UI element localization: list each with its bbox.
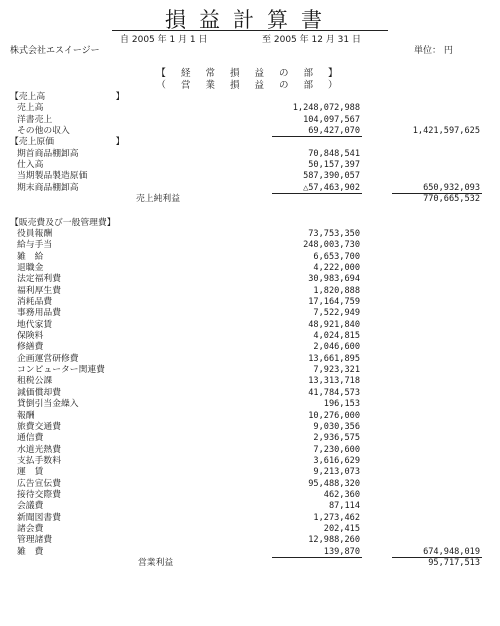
line-item-label: 新聞図書費 — [17, 512, 61, 523]
line-item-label: 接待交際費 — [17, 489, 61, 500]
line-item-amount: 17,164,759 — [308, 296, 360, 307]
line-item-amount: 104,097,567 — [303, 114, 360, 125]
line-item-row — [0, 149, 500, 160]
line-item-amount: 7,230,600 — [313, 444, 360, 455]
line-item-row — [0, 171, 500, 182]
line-item-label: 期末商品棚卸高 — [17, 182, 79, 193]
line-item-amount: 587,390,057 — [303, 171, 360, 182]
line-item-amount: 70,848,541 — [308, 148, 360, 159]
line-item-row — [0, 297, 500, 308]
section-heading-operating: （ 営 業 損 益 の 部 ） — [156, 80, 344, 91]
line-item-amount: 3,616,629 — [313, 455, 360, 466]
gross-profit-label: 売上純利益 — [136, 194, 180, 205]
title-underline — [112, 30, 388, 31]
line-item-row — [0, 229, 500, 240]
category-row — [0, 137, 500, 148]
line-item-amount: 248,003,730 — [303, 240, 360, 251]
line-item-amount: 41,784,573 — [308, 387, 360, 398]
line-item-amount: 196,153 — [323, 399, 360, 410]
line-item-amount: 10,276,000 — [308, 410, 360, 421]
line-item-row — [0, 342, 500, 353]
line-item-amount: 30,983,694 — [308, 274, 360, 285]
line-item-label: 修繕費 — [17, 342, 44, 353]
line-item-row — [0, 467, 500, 478]
line-item-row — [0, 274, 500, 285]
category-label: 【販売費及び一般管理費】 — [10, 217, 116, 228]
line-item-amount: 50,157,397 — [308, 160, 360, 171]
line-item-label: 雑 費 — [17, 546, 44, 557]
line-item-amount: 9,030,356 — [313, 421, 360, 432]
line-item-label: 消耗品費 — [17, 296, 53, 307]
line-item-label: 貸倒引当金繰入 — [17, 399, 79, 410]
line-item-amount: 13,661,895 — [308, 353, 360, 364]
line-item-row — [0, 456, 500, 467]
line-item-label: 事務用品費 — [17, 308, 61, 319]
line-item-label: その他の収入 — [17, 126, 70, 136]
category-row — [0, 218, 500, 229]
line-item-label: 会議費 — [17, 501, 44, 512]
line-item-amount: 48,921,840 — [308, 319, 360, 330]
company-name: 株式会社エスイージー — [10, 46, 100, 56]
line-item-label: 運 賃 — [17, 467, 44, 478]
line-item-row — [0, 354, 500, 365]
line-item-amount: 87,114 — [328, 501, 360, 512]
line-item-label: 支払手数料 — [17, 455, 61, 466]
line-item-row — [0, 160, 500, 171]
line-item-row — [0, 535, 500, 546]
line-item-amount: 13,313,718 — [308, 376, 360, 387]
line-item-row — [0, 501, 500, 512]
line-item-row — [0, 479, 500, 490]
line-item-amount: 4,222,000 — [313, 262, 360, 273]
line-item-amount: 9,213,073 — [313, 467, 360, 478]
period-from: 自 2005 年 1 月 1 日 — [120, 35, 208, 45]
line-item-label: 通信費 — [17, 433, 44, 444]
line-item-label: 福利厚生費 — [17, 285, 61, 296]
line-item-label: 法定福利費 — [17, 274, 61, 285]
line-item-amount: 73,753,350 — [308, 228, 360, 239]
line-item-row — [0, 445, 500, 456]
line-item-label: 租税公課 — [17, 376, 53, 387]
line-item-row — [0, 126, 500, 137]
section-total: 650,932,093 — [423, 182, 480, 193]
line-item-label: 退職金 — [17, 262, 44, 273]
line-item-row — [0, 376, 500, 387]
line-item-amount: 4,024,815 — [313, 331, 360, 341]
line-item-row — [0, 422, 500, 433]
line-item-amount: 139,870 — [323, 546, 360, 557]
section-total: 1,421,597,625 — [412, 126, 480, 136]
line-item-row — [0, 490, 500, 501]
line-item-label: コンピューター関連費 — [17, 365, 105, 376]
line-item-label: 仕入高 — [17, 160, 44, 171]
line-item-row — [0, 411, 500, 422]
line-item-row — [0, 388, 500, 399]
line-item-amount: △57,463,902 — [303, 182, 360, 193]
line-item-label: 雑 給 — [17, 251, 44, 262]
section-total: 674,948,019 — [423, 546, 480, 557]
line-item-row — [0, 240, 500, 251]
line-item-row — [0, 365, 500, 376]
line-item-amount: 1,273,462 — [313, 512, 360, 523]
line-item-row — [0, 308, 500, 319]
line-item-amount: 7,923,321 — [313, 365, 360, 376]
total-rule — [392, 193, 482, 194]
line-item-amount: 202,415 — [323, 524, 360, 534]
category-label: 【売上高 】 — [10, 92, 125, 102]
operating-profit-amount: 95,717,513 — [428, 558, 480, 568]
period-to: 至 2005 年 12 月 31 日 — [262, 35, 361, 45]
gross-profit-amount: 770,665,532 — [423, 194, 480, 205]
currency-unit: 単位： 円 — [414, 46, 453, 56]
line-item-label: 諸会費 — [17, 524, 44, 534]
line-item-label: 減価償却費 — [17, 387, 61, 398]
line-item-amount: 462,360 — [323, 489, 360, 500]
line-item-amount: 2,046,600 — [313, 342, 360, 353]
line-item-label: 役員報酬 — [17, 228, 53, 239]
gross-profit-row — [0, 194, 500, 205]
operating-profit-label: 営業利益 — [138, 558, 174, 568]
line-item-label: 旅費交通費 — [17, 421, 61, 432]
line-item-row — [0, 331, 500, 342]
section-heading-ordinary: 【 経 常 損 益 の 部 】 — [156, 68, 344, 79]
line-item-amount: 6,653,700 — [313, 251, 360, 262]
line-item-label: 地代家賃 — [17, 319, 53, 330]
line-item-label: 企画運営研修費 — [17, 353, 79, 364]
line-item-amount: 12,988,260 — [308, 535, 360, 546]
line-item-row — [0, 103, 500, 114]
line-item-label: 管理諸費 — [17, 535, 53, 546]
line-item-amount: 1,820,888 — [313, 285, 360, 296]
line-item-row — [0, 115, 500, 126]
line-item-amount: 95,488,320 — [308, 478, 360, 489]
line-item-label: 期首商品棚卸高 — [17, 148, 79, 159]
line-item-label: 広告宣伝費 — [17, 478, 61, 489]
line-item-amount: 1,248,072,988 — [292, 103, 360, 114]
line-item-row — [0, 252, 500, 263]
line-item-label: 水道光熱費 — [17, 444, 61, 455]
line-item-label: 売上高 — [17, 103, 44, 114]
line-item-amount: 2,936,575 — [313, 433, 360, 444]
document-title: 損益計算書 — [165, 8, 335, 32]
line-item-row — [0, 524, 500, 535]
line-item-label: 洋書売上 — [17, 114, 53, 125]
category-row — [0, 92, 500, 103]
line-item-row — [0, 433, 500, 444]
line-item-amount: 7,522,949 — [313, 308, 360, 319]
line-item-label: 保険料 — [17, 331, 44, 341]
total-rule — [392, 557, 482, 558]
line-item-amount: 69,427,070 — [308, 126, 360, 136]
line-item-label: 当期製品製造原価 — [17, 171, 88, 182]
operating-profit-row — [0, 558, 500, 569]
line-item-row — [0, 263, 500, 274]
line-item-row — [0, 513, 500, 524]
line-item-row — [0, 286, 500, 297]
line-item-row — [0, 320, 500, 331]
line-item-label: 給与手当 — [17, 240, 53, 251]
category-label: 【売上原価 】 — [10, 137, 125, 148]
line-item-row — [0, 399, 500, 410]
line-item-label: 報酬 — [17, 410, 35, 421]
